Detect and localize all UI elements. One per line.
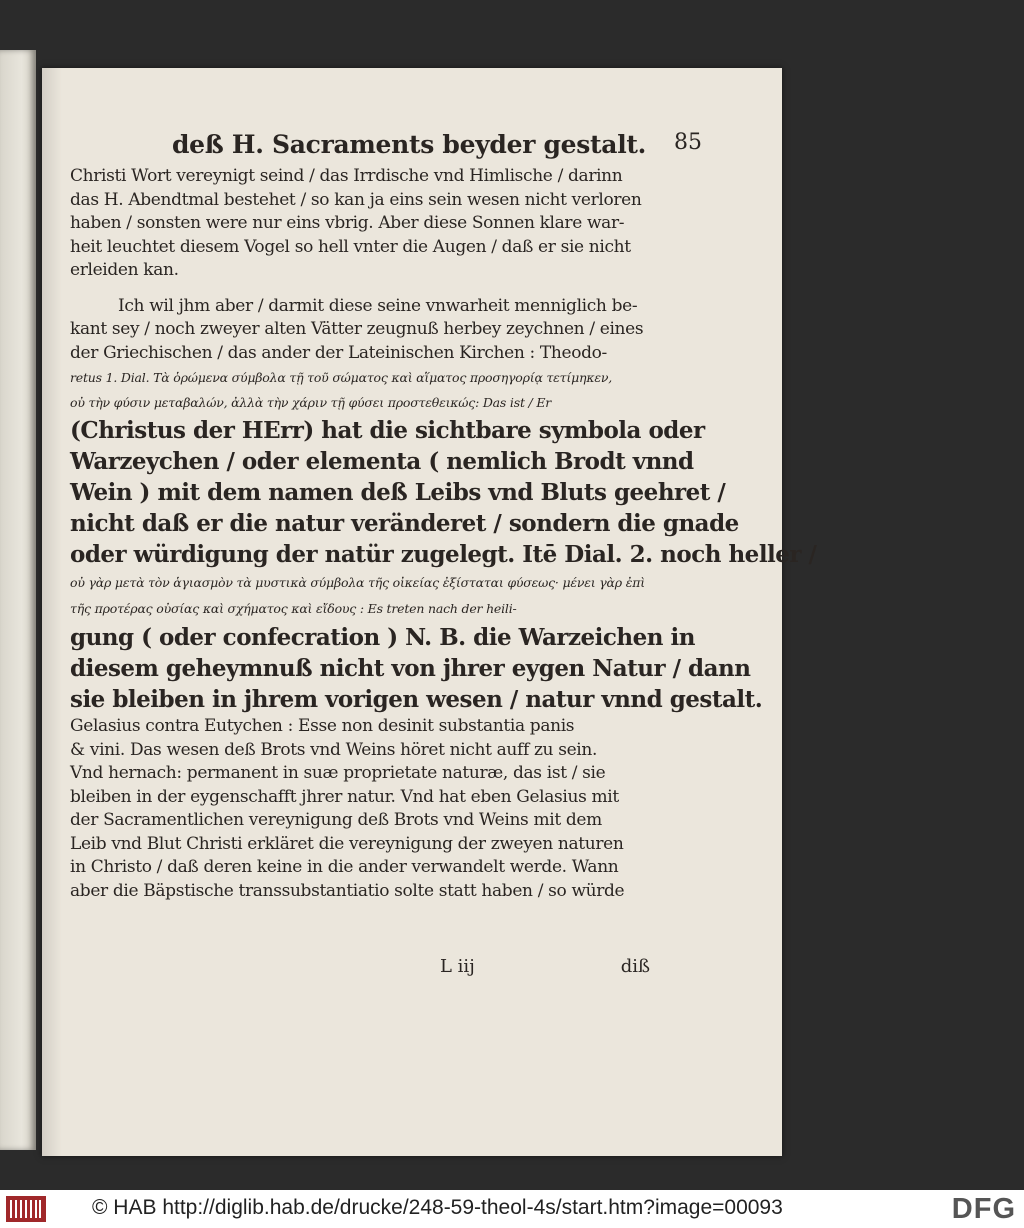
footer-credit-link[interactable]: © HAB http://diglib.hab.de/drucke/248-59-theol-4s/start.htm?image=00093 bbox=[92, 1196, 783, 1219]
previous-page-edge bbox=[0, 50, 36, 1150]
text-line: Leib vnd Blut Christi erkläret die vereynigung der zweyen naturen bbox=[70, 833, 624, 854]
text-line: Christi Wort vereynigt seind / das Irrdische vnd Himlische / darinn bbox=[70, 166, 623, 186]
text-line: Ich wil jhm aber / darmit diese seine vnwarheit menniglich be- bbox=[118, 295, 638, 316]
text-line: erleiden kan. bbox=[70, 260, 179, 280]
text-block bbox=[70, 165, 817, 903]
text-line: haben / sonsten were nur eins vbrig. Aber diese Sonnen klare war- bbox=[70, 213, 625, 233]
page-gutter-shadow bbox=[42, 68, 62, 1156]
catchline bbox=[70, 956, 650, 984]
dfg-logo: DFG bbox=[951, 1193, 1016, 1225]
text-line: bleiben in der eygenschafft jhrer natur. Vnd hat eben Gelasius mit bbox=[70, 786, 619, 807]
text-line: Vnd hernach: permanent in suæ proprietate naturæ, das ist / sie bbox=[70, 763, 606, 783]
text-line: kant sey / noch zweyer alten Vätter zeugnuß herbey zeychnen / eines bbox=[70, 319, 644, 339]
text-line: τῆς προτέρας οὐσίας καὶ σχήματος καὶ εἴδους : Es treten nach der heili- bbox=[70, 601, 517, 616]
text-line: Warzeychen / oder elementa ( nemlich Brodt vnnd bbox=[70, 448, 694, 475]
text-line: das H. Abendtmal bestehet / so kan ja eins sein wesen nicht verloren bbox=[70, 189, 642, 210]
text-line: heit leuchtet diesem Vogel so hell vnter die Augen / daß er sie nicht bbox=[70, 236, 631, 257]
text-line: in Christo / daß deren keine in die ander verwandelt werde. Wann bbox=[70, 857, 619, 877]
text-line: retus 1. Dial. Τὰ ὁρώμενα σύμβολα τῇ τοῦ σώματος καὶ αἵματος προσηγορίᾳ τετίμηκεν, bbox=[70, 370, 612, 385]
text-line: (Christus der HErr) hat die sichtbare symbola oder bbox=[70, 417, 705, 444]
page-number: 85 bbox=[674, 130, 702, 155]
scanned-page bbox=[42, 68, 817, 1156]
text-line: οὐ γὰρ μετὰ τὸν ἁγιασμὸν τὰ μυστικὰ σύμβολα τῆς οἰκείας ἐξίσταται φύσεως· μένει γὰρ ἐπὶ bbox=[70, 575, 645, 590]
text-line: oder würdigung der natür zugelegt. Itē Dial. 2. noch heller / bbox=[70, 541, 817, 568]
text-line: & vini. Das wesen deß Brots vnd Weins höret nicht auff zu sein. bbox=[70, 739, 598, 760]
text-line: der Griechischen / das ander der Lateinischen Kirchen : Theodo- bbox=[70, 342, 607, 363]
text-line: Wein ) mit dem namen deß Leibs vnd Bluts geehret / bbox=[70, 479, 726, 506]
text-line: gung ( oder confecration ) N. B. die Warzeichen in bbox=[70, 624, 695, 651]
signature-mark: L iij bbox=[440, 956, 475, 977]
text-line: οὐ τὴν φύσιν μεταβαλών, ἀλλὰ τὴν χάριν τῇ φύσει προστεθεικώς: Das ist / Er bbox=[70, 395, 552, 410]
text-line: nicht daß er die natur veränderet / sondern die gnade bbox=[70, 510, 739, 537]
text-line: aber die Bäpstische transsubstantiatio solte statt haben / so würde bbox=[70, 880, 625, 901]
text-line: sie bleiben in jhrem vorigen wesen / natur vnnd gestalt. bbox=[70, 686, 763, 713]
catchword: diß bbox=[620, 956, 650, 977]
text-line: Gelasius contra Eutychen : Esse non desinit substantia panis bbox=[70, 716, 575, 736]
barcode-icon bbox=[6, 1196, 46, 1222]
running-head bbox=[172, 130, 702, 166]
text-line: diesem geheymnuß nicht von jhrer eygen Natur / dann bbox=[70, 655, 751, 682]
running-title: deß H. Sacraments beyder gestalt. bbox=[172, 130, 647, 159]
footer-bar bbox=[0, 1190, 1024, 1228]
text-line: der Sacramentlichen vereynigung deß Brots vnd Weins mit dem bbox=[70, 810, 602, 830]
